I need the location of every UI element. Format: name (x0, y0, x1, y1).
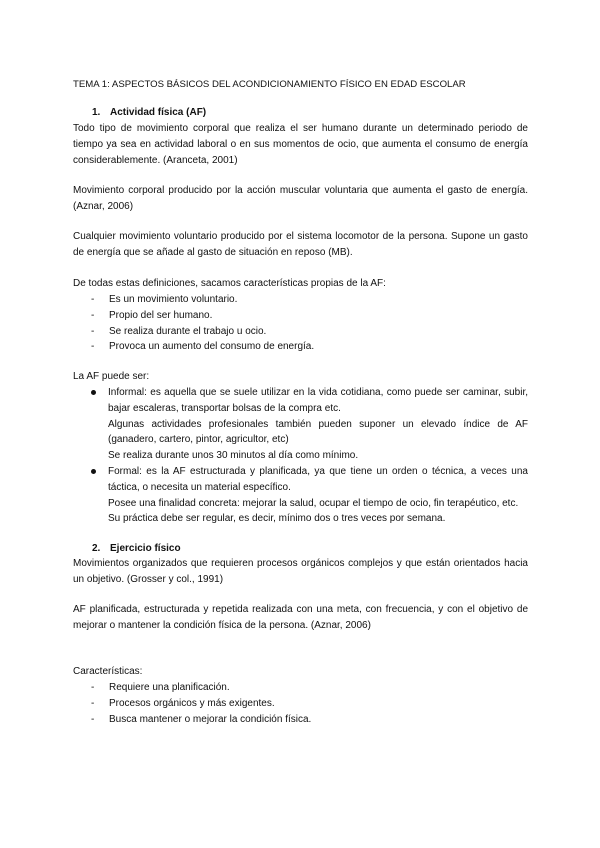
type-detail: Se realiza durante unos 30 minutos al día como mínimo. (108, 450, 359, 462)
type-description: Formal: es la AF estructurada y planificada, ya que tiene un orden o técnica, a veces una táctica, o necesita un material específico. (108, 465, 528, 493)
section-title: Actividad física (AF) (110, 107, 207, 118)
definition-paragraph: Cualquier movimiento voluntario producido por el sistema locomotor de la persona. Supone un gasto de energía que se añade al gasto de situación en reposo (MB). (73, 231, 528, 258)
list-item: - Es un movimiento voluntario. (91, 292, 314, 308)
types-intro: La AF puede ser: (73, 371, 150, 382)
section-heading-ejercicio-fisico (92, 541, 181, 557)
list-item: - Requiere una planificación. (91, 680, 311, 696)
types-list (91, 385, 528, 527)
bullet-icon (91, 390, 96, 395)
list-item: - Propio del ser humano. (91, 308, 314, 324)
type-detail: Algunas actividades profesionales también pueden suponer un elevado índice de AF (ganadero, cartero, pintor, agricultor, etc) (108, 418, 528, 446)
document-title: TEMA 1: ASPECTOS BÁSICOS DEL ACONDICIONAMIENTO FÍSICO EN EDAD ESCOLAR (73, 79, 466, 90)
section-number: 2. (92, 543, 101, 554)
definition-paragraph: Movimientos organizados que requieren procesos orgánicos complejos y que están orientados hacia un objetivo. (Grosser y col., 1991) (73, 558, 528, 585)
type-detail: Posee una finalidad concreta: mejorar la salud, ocupar el tiempo de ocio, fin terapéutico, etc. (108, 497, 519, 509)
characteristics-intro: Características: (73, 666, 143, 677)
section-number: 1. (92, 107, 101, 118)
definition-paragraph: Todo tipo de movimiento corporal que realiza el ser humano durante un determinado periodo de tiempo ya sea en actividad laboral o en sus momentos de ocio, que aumenta el consumo de energía considerablemente. (Aranceta, 2001) (73, 123, 528, 166)
bullet-icon (91, 469, 96, 474)
section-heading-actividad-fisica (92, 105, 206, 121)
type-detail: Su práctica debe ser regular, es decir, mínimo dos o tres veces por semana. (108, 513, 446, 525)
section-title: Ejercicio físico (110, 543, 181, 554)
list-item-formal (91, 464, 528, 527)
list-item: - Provoca un aumento del consumo de energía. (91, 339, 314, 355)
list-item: - Busca mantener o mejorar la condición física. (91, 712, 311, 728)
list-item: - Se realiza durante el trabajo u ocio. (91, 324, 314, 340)
list-item-informal (91, 385, 528, 464)
characteristics-list (91, 680, 311, 727)
type-description: Informal: es aquella que se suele utilizar en la vida cotidiana, como puede ser caminar, subir, bajar escaleras, transportar bolsas de la compra etc. (108, 387, 528, 414)
definition-paragraph: AF planificada, estructurada y repetida realizada con una meta, con frecuencia, y con el objetivo de mejorar o mantener la condición física de la persona. (Aznar, 2006) (73, 604, 528, 631)
list-item: - Procesos orgánicos y más exigentes. (91, 696, 311, 712)
characteristics-list (91, 292, 314, 355)
characteristics-intro: De todas estas definiciones, sacamos características propias de la AF: (73, 278, 386, 289)
definition-paragraph: Movimiento corporal producido por la acción muscular voluntaria que aumenta el gasto de energía. (Aznar, 2006) (73, 185, 528, 212)
